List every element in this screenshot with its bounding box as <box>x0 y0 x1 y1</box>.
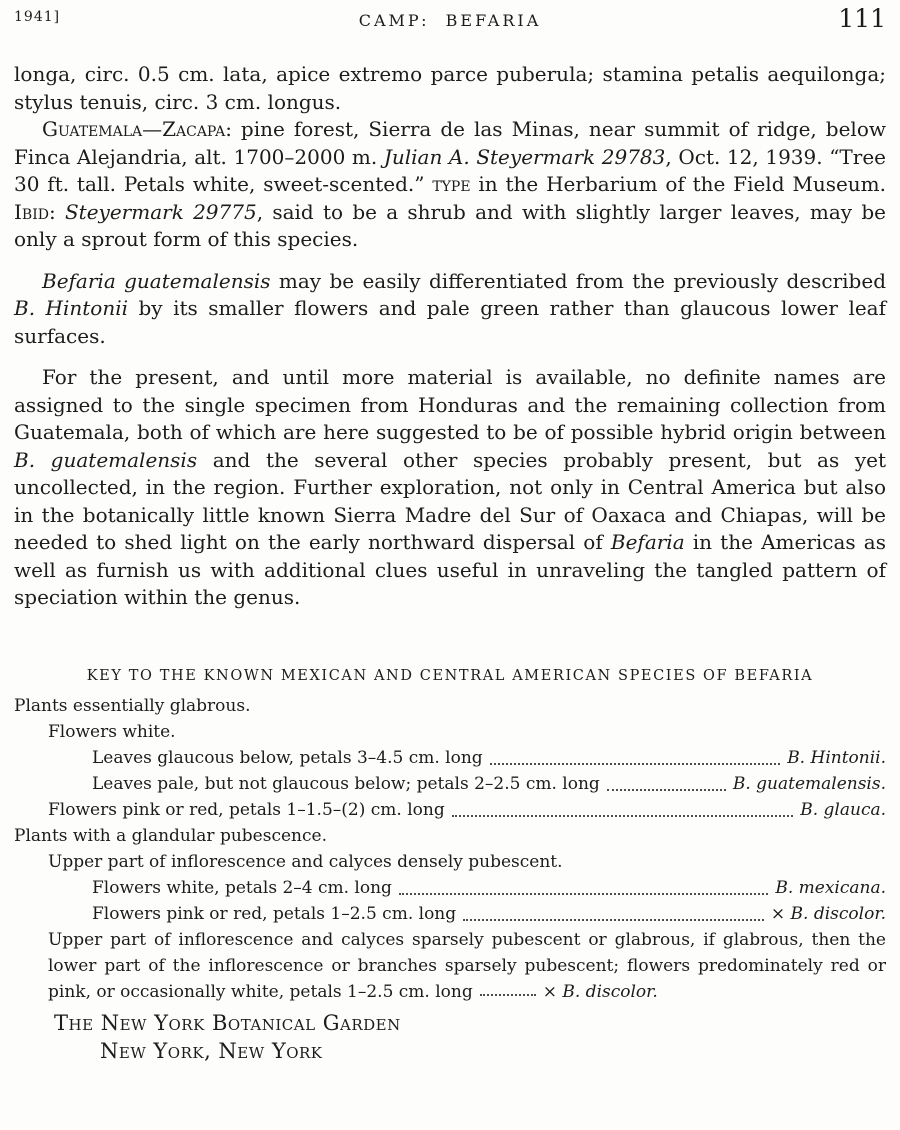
key-line <box>48 849 886 875</box>
footer-institution: The New York Botanical Garden <box>54 1010 401 1035</box>
text-run: , Oct. 12, 1939. “Tree 30 ft. tall. Petals white, sweet-scented.” <box>14 144 886 196</box>
key-line <box>92 875 886 901</box>
text-run: Befaria <box>610 530 685 554</box>
paragraph <box>14 364 886 612</box>
key-line-text: Plants essentially glabrous. <box>14 695 251 716</box>
key-line-text: Flowers pink or red, petals 1–1.5–(2) cm. long <box>48 799 445 820</box>
key-line <box>48 927 886 1005</box>
species-name: B. mexicana. <box>775 877 886 898</box>
body-paragraphs <box>14 61 886 612</box>
species-name: B. Hintonii. <box>787 747 886 768</box>
species-key <box>14 668 886 1005</box>
key-title: KEY TO THE KNOWN MEXICAN AND CENTRAL AMERICAN SPECIES OF BEFARIA <box>86 667 814 684</box>
dotted-leader <box>399 893 768 895</box>
key-line <box>14 823 886 849</box>
text-run: : pine forest, Sierra de las Minas, near summit of ridge, below Finca Alejandria, alt. 1700–2000 m. <box>14 117 886 169</box>
text-run: Guatemala—Zacapa <box>42 117 226 141</box>
header-running-title: CAMP: BEFARIA <box>358 11 542 30</box>
dotted-leader <box>480 992 536 996</box>
text-run: and the several other species probably present, but as yet uncollected, in the region. Further exploration, not only in Central America but also in the botanically little known Sierra Madre del Sur of Oaxaca and Chiapas, will be needed to shed light on the early northward dispersal of <box>14 447 886 554</box>
text-run: in the Herbarium of the Field Museum. <box>470 172 886 196</box>
species-name: B. glauca. <box>800 799 886 820</box>
key-line-text: Upper part of inflorescence and calyces sparsely pubescent or glabrous, if glabrous, then the lower part of the inflorescence or branches sparsely pubescent; flowers predominately red or pink, or occasionally white, petals 1–2.5 cm. long <box>48 929 886 1002</box>
key-line-text: Leaves glaucous below, petals 3–4.5 cm. long <box>92 747 483 768</box>
text-run: B. Hintonii <box>14 296 129 320</box>
species-name: B. guatemalensis. <box>732 773 886 794</box>
page-header <box>14 6 886 31</box>
text-run: may be easily differentiated from the previously described <box>270 268 886 293</box>
header-page-number: 111 <box>838 4 886 33</box>
paragraph <box>14 61 886 116</box>
footer-location: New York, New York <box>100 1038 323 1063</box>
text-run: Julian A. Steyermark 29783 <box>383 144 666 169</box>
page-footer <box>14 1009 886 1065</box>
key-line <box>92 771 886 797</box>
key-line-text: Upper part of inflorescence and calyces densely pubescent. <box>48 851 563 872</box>
key-line <box>14 693 886 719</box>
key-line-text: Flowers white, petals 2–4 cm. long <box>92 877 392 898</box>
text-run: , said to be a shrub and with slightly larger leaves, may be only a sprout form of this species. <box>14 199 886 251</box>
text-run: longa, circ. 0.5 cm. lata, apice extremo parce puberula; stamina petalis aequilonga; stylus tenuis, circ. 3 cm. longus. <box>14 62 886 114</box>
text-run: Steyermark 29775 <box>64 199 257 224</box>
dotted-leader <box>490 763 781 765</box>
paragraph <box>14 116 886 254</box>
text-run: by its smaller flowers and pale green rather than glaucous lower leaf surfaces. <box>14 296 886 348</box>
key-line <box>92 901 886 927</box>
dotted-leader <box>607 789 726 791</box>
key-line-text: Plants with a glandular pubescence. <box>14 825 327 846</box>
paragraph <box>14 268 886 351</box>
key-lines <box>14 693 886 1005</box>
text-run: For the present, and until more material is available, no definite names are assigned to the single specimen from Honduras and the remaining collection from Guatemala, both of which are here suggested to be of possible hybrid origin between <box>14 365 886 444</box>
text-run: Befaria guatemalensis <box>42 268 271 293</box>
text-run: in the Americas as well as furnish us with additional clues useful in unraveling the tangled pattern of speciation within the genus. <box>14 530 886 609</box>
key-line-text: Leaves pale, but not glaucous below; petals 2–2.5 cm. long <box>92 773 600 794</box>
key-line-text: Flowers pink or red, petals 1–2.5 cm. long <box>92 903 457 924</box>
key-line-text: Flowers white. <box>48 721 176 742</box>
header-year: 1941] <box>14 9 61 25</box>
text-run: : <box>48 199 65 224</box>
text-run: type <box>432 172 471 196</box>
species-name: × B. discolor. <box>770 903 886 924</box>
text-run: B. guatemalensis <box>14 447 198 472</box>
dotted-leader <box>452 815 794 817</box>
key-line <box>48 719 886 745</box>
text-run: Ibid <box>14 199 49 224</box>
key-line <box>92 745 886 771</box>
dotted-leader <box>463 919 764 921</box>
species-name: × B. discolor. <box>542 981 658 1002</box>
key-line <box>48 797 886 823</box>
